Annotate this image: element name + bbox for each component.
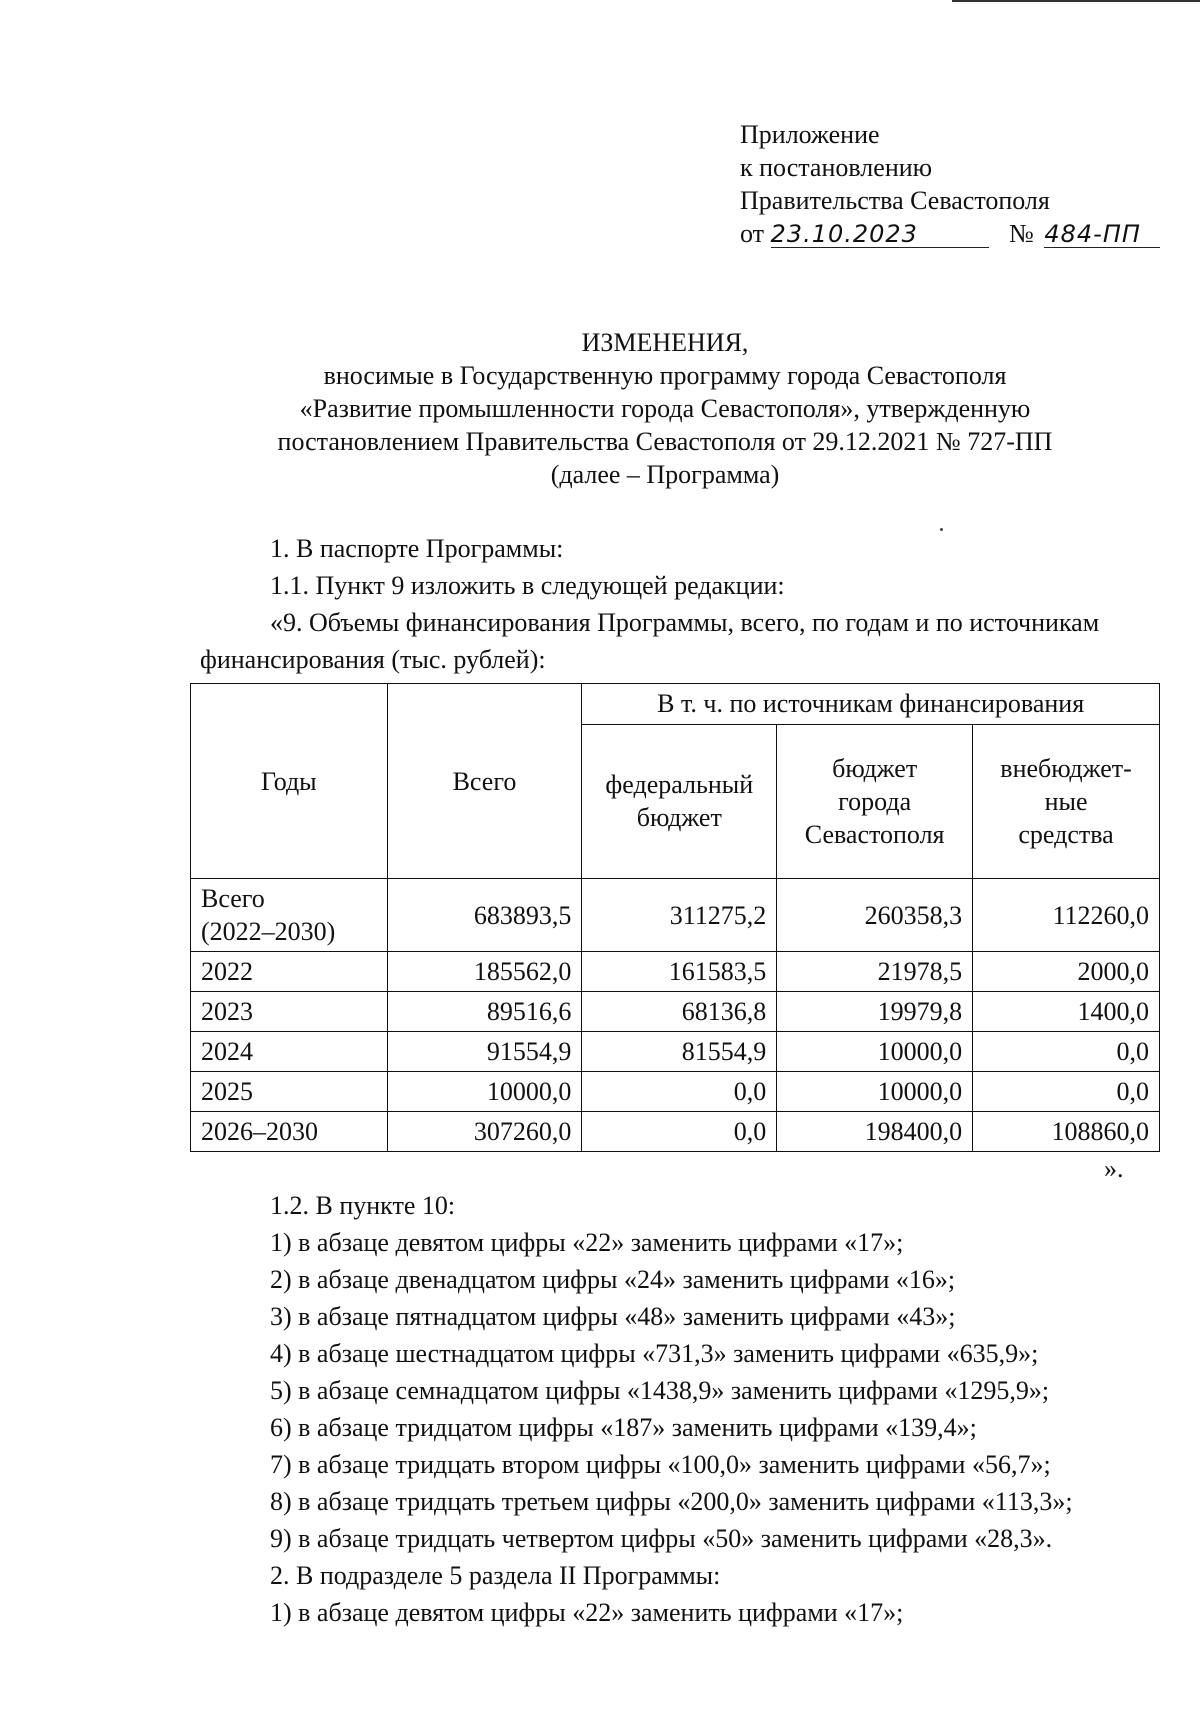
cell-extra: 0,0 xyxy=(973,1032,1160,1072)
list-item: 8) в абзаце тридцать третьем цифры «200,0» заменить цифрами «113,3»; xyxy=(270,1487,1073,1516)
header-extra-line-1: внебюджет- xyxy=(1000,753,1132,783)
header-federal-line-2: бюджет xyxy=(636,803,722,833)
header-extra-line-3: средства xyxy=(1018,819,1114,849)
cell-federal: 311275,2 xyxy=(582,879,777,952)
cell-total: 10000,0 xyxy=(387,1072,582,1112)
row-label-line-2: (2022–2030) xyxy=(201,917,336,946)
row-label-line-1: Всего xyxy=(201,884,265,913)
title-heading: ИЗМЕНЕНИЯ, xyxy=(581,328,749,357)
title-line-2: «Развитие промышленности города Севастополя», утвержденную xyxy=(299,394,1031,423)
list-item: 9) в абзаце тридцать четвертом цифры «50» заменить цифрами «28,3». xyxy=(270,1524,1053,1553)
table-row xyxy=(191,952,1160,992)
closing-quote: ». xyxy=(1104,1154,1124,1183)
number-field xyxy=(1044,221,1160,248)
row-label: 2024 xyxy=(191,1032,388,1072)
cell-federal: 0,0 xyxy=(582,1112,777,1152)
table-row xyxy=(191,1072,1160,1112)
table-header-row-1 xyxy=(191,684,1160,725)
header-sources-group: В т. ч. по источникам финансирования xyxy=(582,684,1160,725)
title-line-4: (далее – Программа) xyxy=(550,460,780,489)
cell-extra: 108860,0 xyxy=(973,1112,1160,1152)
appendix-line-1: Приложение xyxy=(740,120,880,149)
date-field xyxy=(771,221,989,248)
appendix-block xyxy=(740,118,1160,250)
cell-city: 198400,0 xyxy=(777,1112,973,1152)
list-item: 6) в абзаце тридцатом цифры «187» заменить цифрами «139,4»; xyxy=(270,1413,977,1442)
header-extra-line-2: ные xyxy=(1044,786,1088,816)
list-item: 1) в абзаце девятом цифры «22» заменить цифрами «17»; xyxy=(270,1598,904,1627)
cell-city: 10000,0 xyxy=(777,1072,973,1112)
row-label: 2023 xyxy=(191,992,388,1032)
cell-city: 260358,3 xyxy=(777,879,973,952)
list-item: 2) в абзаце двенадцатом цифры «24» заменить цифрами «16»; xyxy=(270,1265,956,1294)
list-item: 4) в абзаце шестнадцатом цифры «731,3» заменить цифрами «635,9»; xyxy=(270,1339,1039,1368)
header-city-line-1: бюджет xyxy=(832,753,918,783)
cell-federal: 0,0 xyxy=(582,1072,777,1112)
row-label xyxy=(191,879,388,952)
row-label: 2022 xyxy=(191,952,388,992)
header-federal-line-1: федеральный xyxy=(605,770,754,800)
header-federal xyxy=(582,724,777,878)
cell-city: 21978,5 xyxy=(777,952,973,992)
appendix-date-line xyxy=(740,217,1160,250)
header-city-budget xyxy=(777,724,973,878)
header-city-line-2: города xyxy=(838,786,912,816)
cell-federal: 81554,9 xyxy=(582,1032,777,1072)
stray-mark xyxy=(940,528,943,531)
cell-total: 683893,5 xyxy=(387,879,582,952)
table-row xyxy=(191,879,1160,952)
header-extra-budget xyxy=(973,724,1160,878)
appendix-line-2: к постановлению xyxy=(740,153,933,182)
cell-total: 185562,0 xyxy=(387,952,582,992)
amendments-heading: 1.2. В пункте 10: xyxy=(270,1191,456,1220)
header-total: Всего xyxy=(387,684,582,879)
header-city-line-3: Севастополя xyxy=(804,819,945,849)
cell-extra: 0,0 xyxy=(973,1072,1160,1112)
cell-city: 10000,0 xyxy=(777,1032,973,1072)
number-sign: № xyxy=(1009,219,1034,248)
intro-paragraph-3b: финансирования (тыс. рублей): xyxy=(200,645,546,674)
row-label: 2026–2030 xyxy=(191,1112,388,1152)
cell-total: 307260,0 xyxy=(387,1112,582,1152)
title-line-1: вносимые в Государственную программу города Севастополя xyxy=(323,361,1007,390)
table-row xyxy=(191,1112,1160,1152)
header-years: Годы xyxy=(191,684,388,879)
list-item: 7) в абзаце тридцать втором цифры «100,0» заменить цифрами «56,7»; xyxy=(270,1450,1051,1479)
cell-total: 89516,6 xyxy=(387,992,582,1032)
section2-heading: 2. В подразделе 5 раздела II Программы: xyxy=(270,1561,721,1590)
cell-federal: 161583,5 xyxy=(582,952,777,992)
intro-paragraph-2: 1.1. Пункт 9 изложить в следующей редакции: xyxy=(270,571,785,600)
financing-table xyxy=(190,683,1160,1152)
list-item: 5) в абзаце семнадцатом цифры «1438,9» заменить цифрами «1295,9»; xyxy=(270,1376,1050,1405)
cell-extra: 2000,0 xyxy=(973,952,1160,992)
list-item: 3) в абзаце пятнадцатом цифры «48» заменить цифрами «43»; xyxy=(270,1302,956,1331)
table-row xyxy=(191,992,1160,1032)
cell-extra: 112260,0 xyxy=(973,879,1160,952)
cell-city: 19979,8 xyxy=(777,992,973,1032)
document-title xyxy=(195,326,1135,491)
cell-total: 91554,9 xyxy=(387,1032,582,1072)
cell-extra: 1400,0 xyxy=(973,992,1160,1032)
handwritten-date: 23.10.2023 xyxy=(770,220,918,248)
title-line-3: постановлением Правительства Севастополя от 29.12.2021 № 727-ПП xyxy=(277,427,1053,456)
from-prefix: от xyxy=(740,219,765,248)
handwritten-number: 484-ПП xyxy=(1044,220,1141,248)
appendix-line-3: Правительства Севастополя xyxy=(740,186,1050,215)
intro-paragraph-3a: «9. Объемы финансирования Программы, всего, по годам и по источникам xyxy=(270,608,1100,637)
row-label: 2025 xyxy=(191,1072,388,1112)
top-edge-line xyxy=(952,0,1200,2)
intro-paragraph-1: 1. В паспорте Программы: xyxy=(270,534,564,563)
table-row xyxy=(191,1032,1160,1072)
list-item: 1) в абзаце девятом цифры «22» заменить цифрами «17»; xyxy=(270,1228,904,1257)
cell-federal: 68136,8 xyxy=(582,992,777,1032)
